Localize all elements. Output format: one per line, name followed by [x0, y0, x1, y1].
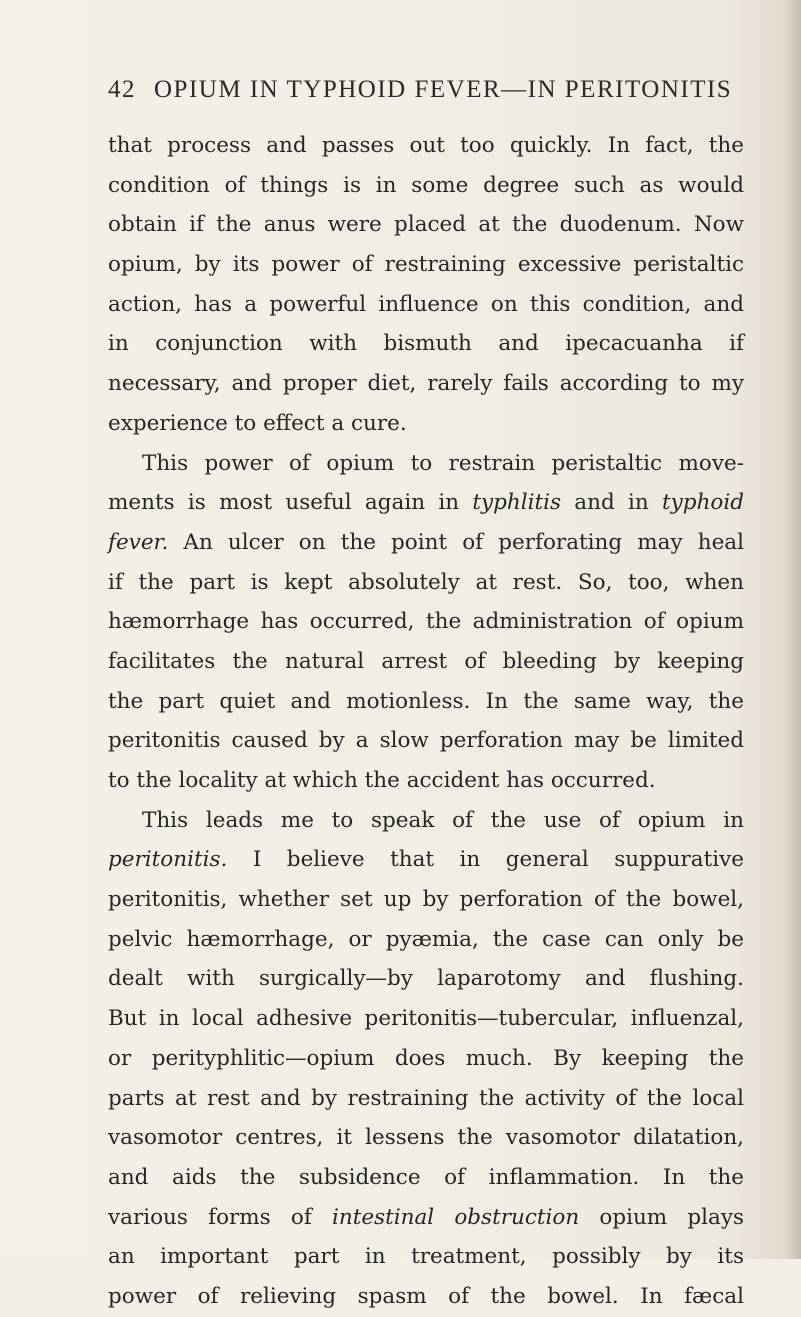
text-line	[108, 205, 744, 245]
text-run: in conjunction with bismuth and ipecacuanha if	[108, 331, 744, 357]
text-run: necessary, and proper diet, rarely fails according to my	[108, 371, 744, 397]
page-number: 42	[108, 76, 136, 103]
text-run: But in local adhesive peritonitis—tubercular, influenzal,	[108, 1006, 744, 1032]
italic-term: peritonitis.	[108, 847, 228, 873]
text-run: obtain if the anus were placed at the duodenum. Now	[108, 212, 744, 238]
text-line	[108, 682, 744, 722]
italic-term: fever.	[108, 529, 169, 555]
text-line	[108, 1277, 744, 1317]
text-line	[108, 1118, 744, 1158]
text-line	[108, 840, 744, 880]
text-run: to the locality at which the accident has occurred.	[108, 768, 656, 793]
italic-term: intestinal obstruction	[331, 1204, 580, 1230]
text-line	[108, 1198, 744, 1238]
text-run: if the part is kept absolutely at rest. So, too, when	[108, 569, 744, 595]
text-run: vasomotor centres, it lessens the vasomotor dilatation,	[108, 1125, 744, 1151]
text-run: peritonitis caused by a slow perforation may be limited	[108, 728, 744, 754]
text-run: an important part in treatment, possibly by its	[108, 1244, 744, 1270]
text-run: condition of things is in some degree such as would	[108, 172, 744, 198]
text-line	[108, 1158, 744, 1198]
text-line	[108, 880, 744, 920]
text-line	[108, 126, 744, 166]
text-run: that process and passes out too quickly. In fact, the	[108, 133, 744, 158]
text-run: facilitates the natural arrest of bleeding by keeping	[108, 648, 744, 674]
text-line	[108, 166, 744, 206]
text-run: various forms of	[108, 1204, 332, 1230]
text-line	[108, 324, 744, 364]
text-line	[108, 602, 744, 642]
text-line	[108, 999, 744, 1039]
text-line	[108, 721, 744, 761]
text-line	[108, 563, 744, 603]
text-run: An ulcer on the point of perforating may heal	[168, 529, 744, 555]
text-run: pelvic hæmorrhage, or pyæmia, the case can only be	[108, 926, 744, 952]
text-run: the part quiet and motionless. In the same way, the	[108, 688, 744, 714]
text-run: ments is most useful again in	[108, 490, 473, 516]
text-run: parts at rest and by restraining the activity of the local	[108, 1085, 744, 1111]
running-title: OPIUM IN TYPHOID FEVER—IN PERITONITIS	[154, 76, 733, 103]
text-run: peritonitis, whether set up by perforation of the bowel,	[108, 887, 744, 913]
text-line	[108, 285, 744, 325]
text-run: and in	[561, 490, 663, 516]
body-text	[108, 126, 744, 1317]
italic-term: typhoid	[662, 490, 744, 516]
italic-term: typhlitis	[472, 490, 562, 516]
text-line	[108, 404, 744, 444]
text-run: hæmorrhage has occurred, the administration of opium	[108, 609, 744, 635]
text-line	[108, 1237, 744, 1277]
text-line	[108, 444, 744, 484]
text-run: opium plays	[579, 1204, 745, 1230]
text-line	[108, 245, 744, 285]
text-run: or perityphlitic—opium does much. By keeping the	[108, 1045, 744, 1071]
text-run: This leads me to speak of the use of opium in	[142, 807, 744, 833]
text-line	[108, 364, 744, 404]
text-line	[108, 483, 744, 523]
text-line	[108, 1039, 744, 1079]
text-run: power of relieving spasm of the bowel. In fæcal	[108, 1283, 744, 1309]
text-run: and aids the subsidence of inflammation. In the	[108, 1164, 744, 1190]
text-line	[108, 642, 744, 682]
text-run: action, has a powerful influence on this condition, and	[108, 291, 744, 317]
text-line	[108, 959, 744, 999]
page-edge-shadow	[785, 0, 801, 1259]
text-run: dealt with surgically—by laparotomy and flushing.	[108, 966, 744, 992]
running-head	[108, 76, 732, 104]
text-run: This power of opium to restrain peristaltic move-	[142, 450, 744, 476]
text-line	[108, 523, 744, 563]
text-line	[108, 920, 744, 960]
text-run: opium, by its power of restraining excessive peristaltic	[108, 252, 744, 278]
text-line	[108, 801, 744, 841]
text-run: I believe that in general suppurative	[227, 847, 744, 873]
text-line	[108, 761, 744, 801]
text-line	[108, 1079, 744, 1119]
text-run: experience to effect a cure.	[108, 410, 407, 436]
